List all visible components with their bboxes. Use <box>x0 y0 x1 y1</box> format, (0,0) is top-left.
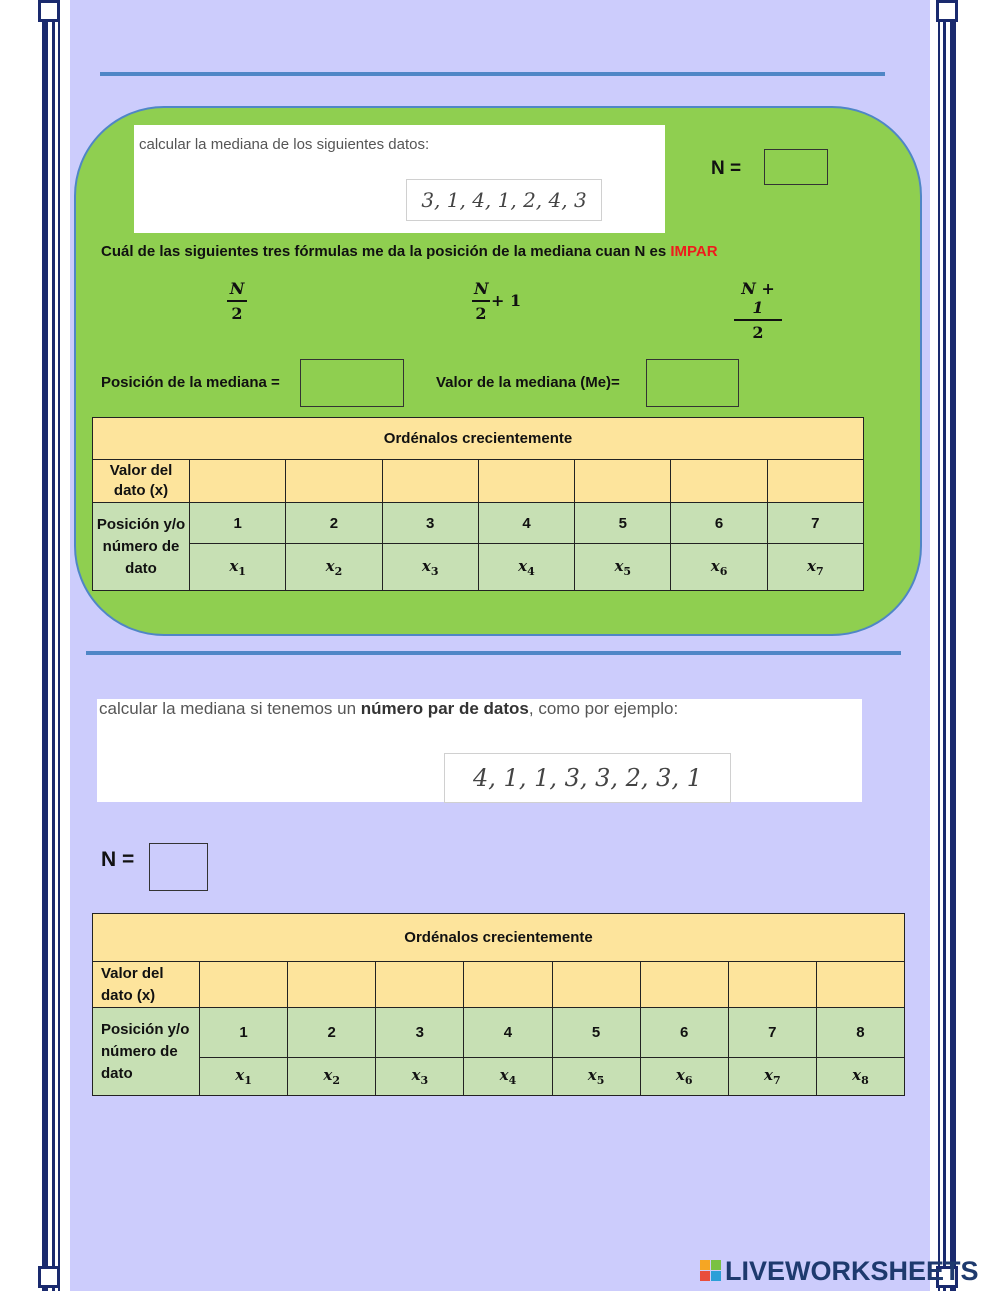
exercise2-table-title: Ordénalos crecientemente <box>93 914 905 962</box>
value-cell[interactable] <box>816 962 904 1008</box>
position-number: 7 <box>767 503 863 544</box>
position-number: 3 <box>382 503 478 544</box>
position-number: 3 <box>376 1008 464 1058</box>
position-row-label: Posición y/o número de dato <box>93 1008 200 1096</box>
value-cell[interactable] <box>288 962 376 1008</box>
value-cell[interactable] <box>464 962 552 1008</box>
value-row-label: Valor del dato (x) <box>93 962 200 1008</box>
exercise1-table-title: Ordénalos crecientemente <box>93 418 864 460</box>
position-symbol: $x_8$ <box>816 1058 904 1096</box>
position-number: 7 <box>728 1008 816 1058</box>
median-value-label: Valor de la mediana (Me)= <box>436 374 620 391</box>
position-number: 4 <box>478 503 574 544</box>
exercise1-dataset: 3, 1, 4, 1, 2, 4, 3 <box>406 179 602 221</box>
exercise1-table <box>92 417 864 591</box>
position-symbol: $x_6$ <box>640 1058 728 1096</box>
median-value-answer-box[interactable] <box>646 359 739 407</box>
position-row-label: Posición y/o número de dato <box>93 503 190 591</box>
value-cell[interactable] <box>200 962 288 1008</box>
position-symbol: $x_7$ <box>767 544 863 591</box>
exercise1-n-answer-box[interactable] <box>764 149 828 185</box>
position-symbol: $x_7$ <box>728 1058 816 1096</box>
middle-divider <box>86 651 901 655</box>
formula-option-1[interactable]: N 2 <box>227 279 247 323</box>
position-number: 1 <box>200 1008 288 1058</box>
position-number: 8 <box>816 1008 904 1058</box>
position-symbol: $x_5$ <box>575 544 671 591</box>
top-divider <box>100 72 885 76</box>
value-cell[interactable] <box>190 460 286 503</box>
formula-option-2[interactable]: N 2 + 1 <box>474 279 522 323</box>
value-cell[interactable] <box>767 460 863 503</box>
logo-text: LIVEWORKSHEETS <box>725 1256 979 1286</box>
position-number: 1 <box>190 503 286 544</box>
exercise2-dataset: 4, 1, 1, 3, 3, 2, 3, 1 <box>444 753 731 803</box>
exercise2-table <box>92 913 905 1096</box>
position-number: 4 <box>464 1008 552 1058</box>
position-number: 6 <box>640 1008 728 1058</box>
position-symbol: $x_1$ <box>190 544 286 591</box>
value-cell[interactable] <box>376 962 464 1008</box>
question-text: Cuál de las siguientes tres fórmulas me da la posición de la mediana cuan N es <box>101 243 667 260</box>
position-number: 5 <box>575 503 671 544</box>
median-position-label: Posición de la mediana = <box>101 374 280 391</box>
position-symbol: $x_2$ <box>286 544 382 591</box>
value-cell[interactable] <box>671 460 767 503</box>
question-highlight: IMPAR <box>670 243 718 260</box>
value-cell[interactable] <box>382 460 478 503</box>
value-cell[interactable] <box>728 962 816 1008</box>
formula-option-3[interactable]: N + 1 2 <box>734 279 782 342</box>
position-symbol: $x_3$ <box>376 1058 464 1096</box>
value-cell[interactable] <box>640 962 728 1008</box>
position-symbol: $x_3$ <box>382 544 478 591</box>
exercise1-prompt: calcular la mediana de los siguientes datos: <box>139 136 430 153</box>
position-number: 2 <box>288 1008 376 1058</box>
position-symbol: $x_4$ <box>478 544 574 591</box>
exercise2-prompt: calcular la mediana si tenemos un número par de datos, como por ejemplo: <box>99 699 679 718</box>
left-border-decoration <box>38 0 70 1291</box>
median-position-answer-box[interactable] <box>300 359 404 407</box>
value-cell[interactable] <box>478 460 574 503</box>
liveworksheets-logo-icon <box>700 1260 722 1282</box>
value-row-label: Valor del dato (x) <box>93 460 190 503</box>
right-border-decoration <box>930 0 962 1291</box>
exercise1-question <box>101 243 718 260</box>
value-cell[interactable] <box>286 460 382 503</box>
exercise1-n-label: N = <box>711 158 742 179</box>
exercise2-n-label: N = <box>101 848 135 871</box>
value-cell[interactable] <box>552 962 640 1008</box>
position-number: 5 <box>552 1008 640 1058</box>
position-number: 2 <box>286 503 382 544</box>
value-cell[interactable] <box>575 460 671 503</box>
position-symbol: $x_6$ <box>671 544 767 591</box>
position-symbol: $x_1$ <box>200 1058 288 1096</box>
position-symbol: $x_4$ <box>464 1058 552 1096</box>
position-symbol: $x_2$ <box>288 1058 376 1096</box>
exercise2-n-answer-box[interactable] <box>149 843 208 891</box>
position-number: 6 <box>671 503 767 544</box>
position-symbol: $x_5$ <box>552 1058 640 1096</box>
liveworksheets-logo <box>700 1256 979 1287</box>
